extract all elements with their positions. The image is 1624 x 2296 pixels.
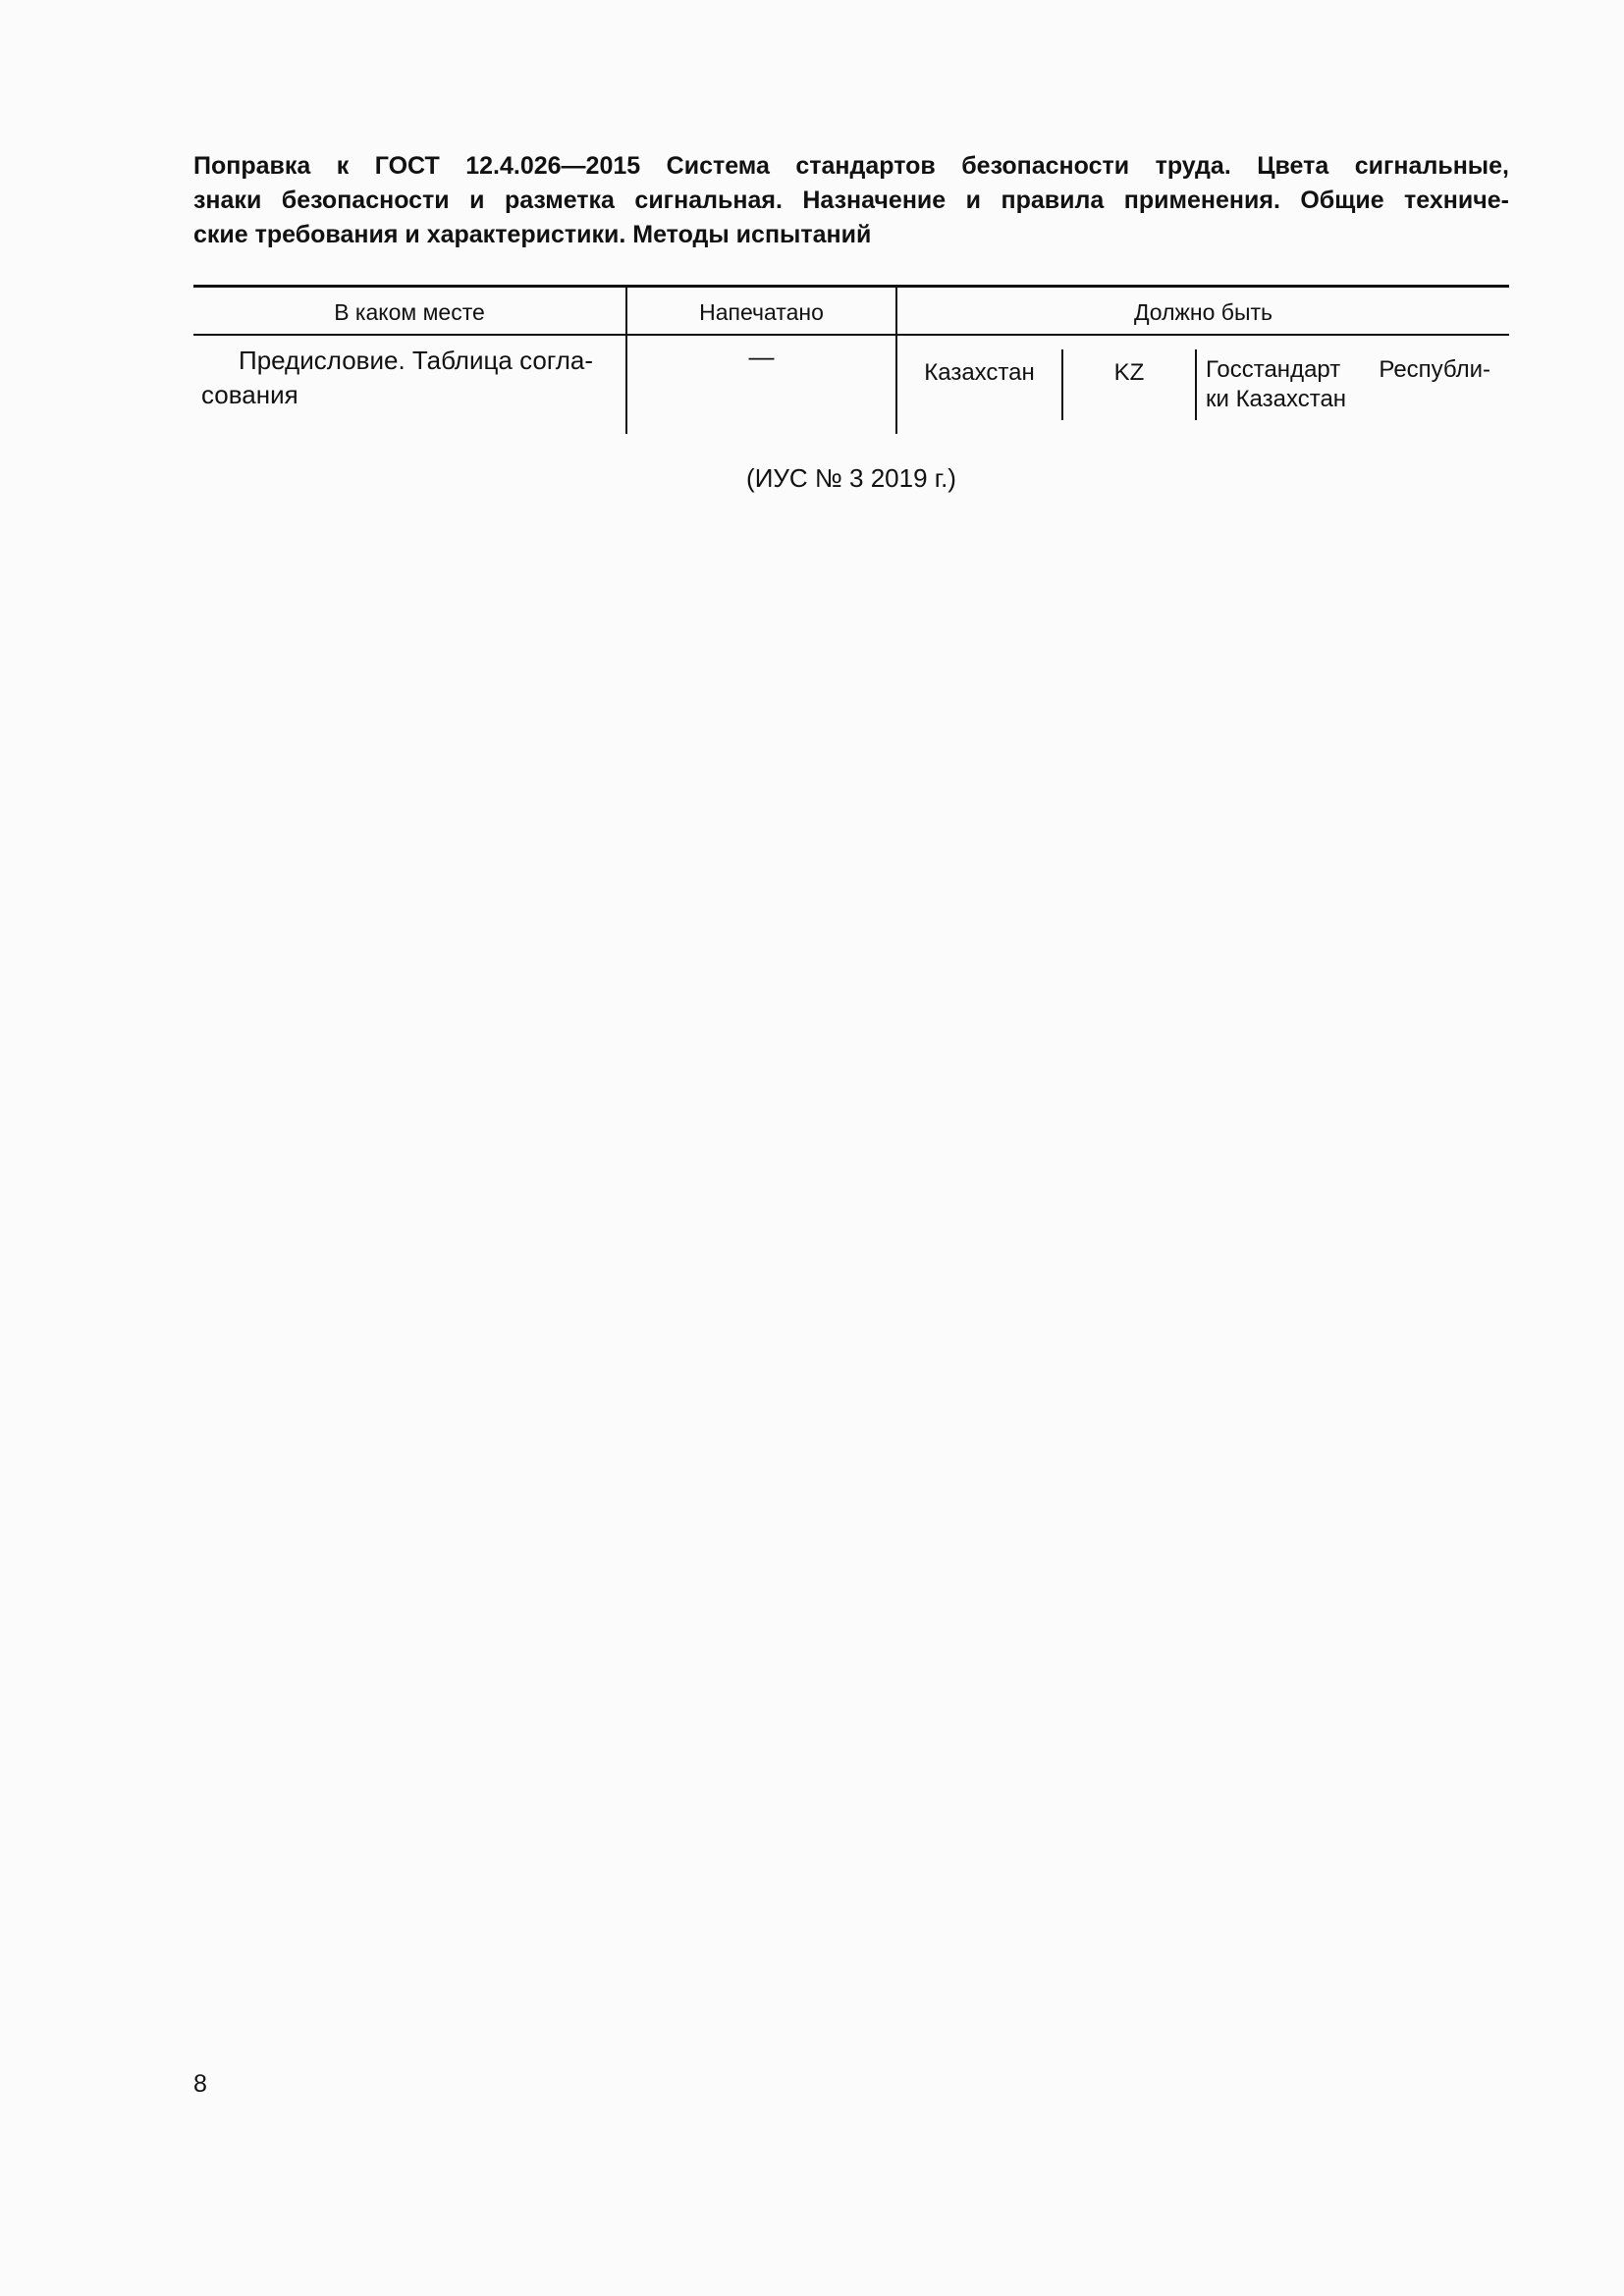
- cell-place-line-1: Предисловие. Таблица согла-: [239, 346, 594, 375]
- source-reference: (ИУС № 3 2019 г.): [746, 463, 956, 493]
- cell-place-line-2: сования: [201, 380, 298, 409]
- cell-divider-code-body: [1195, 349, 1197, 420]
- table-top-rule: [193, 285, 1509, 288]
- correction-table: [193, 285, 1509, 434]
- cell-code: KZ: [1113, 359, 1145, 386]
- cell-body-line-1: Госстандарт Республи-: [1206, 356, 1490, 383]
- cell-country: Казахстан: [924, 359, 1035, 386]
- cell-printed: —: [748, 342, 775, 371]
- title-line-2: знаки безопасности и разметка сигнальная. Назначение и правила применения. Общие техниче-: [193, 187, 1509, 214]
- page-number: 8: [193, 2070, 207, 2098]
- cell-place: [201, 344, 619, 412]
- header-place: В каком месте: [334, 299, 485, 325]
- table-header-rule: [193, 334, 1509, 336]
- document-title: [193, 149, 1509, 252]
- cell-body: [1206, 355, 1490, 414]
- cell-body-line-2: ки Казахстан: [1206, 386, 1347, 412]
- header-should-be: Должно быть: [1133, 299, 1273, 325]
- title-line-3: ские требования и характеристики. Методы испытаний: [193, 221, 872, 248]
- header-printed: Напечатано: [699, 299, 824, 325]
- title-line-1: Поправка к ГОСТ 12.4.026—2015 Система стандартов безопасности труда. Цвета сигнальные,: [193, 152, 1509, 180]
